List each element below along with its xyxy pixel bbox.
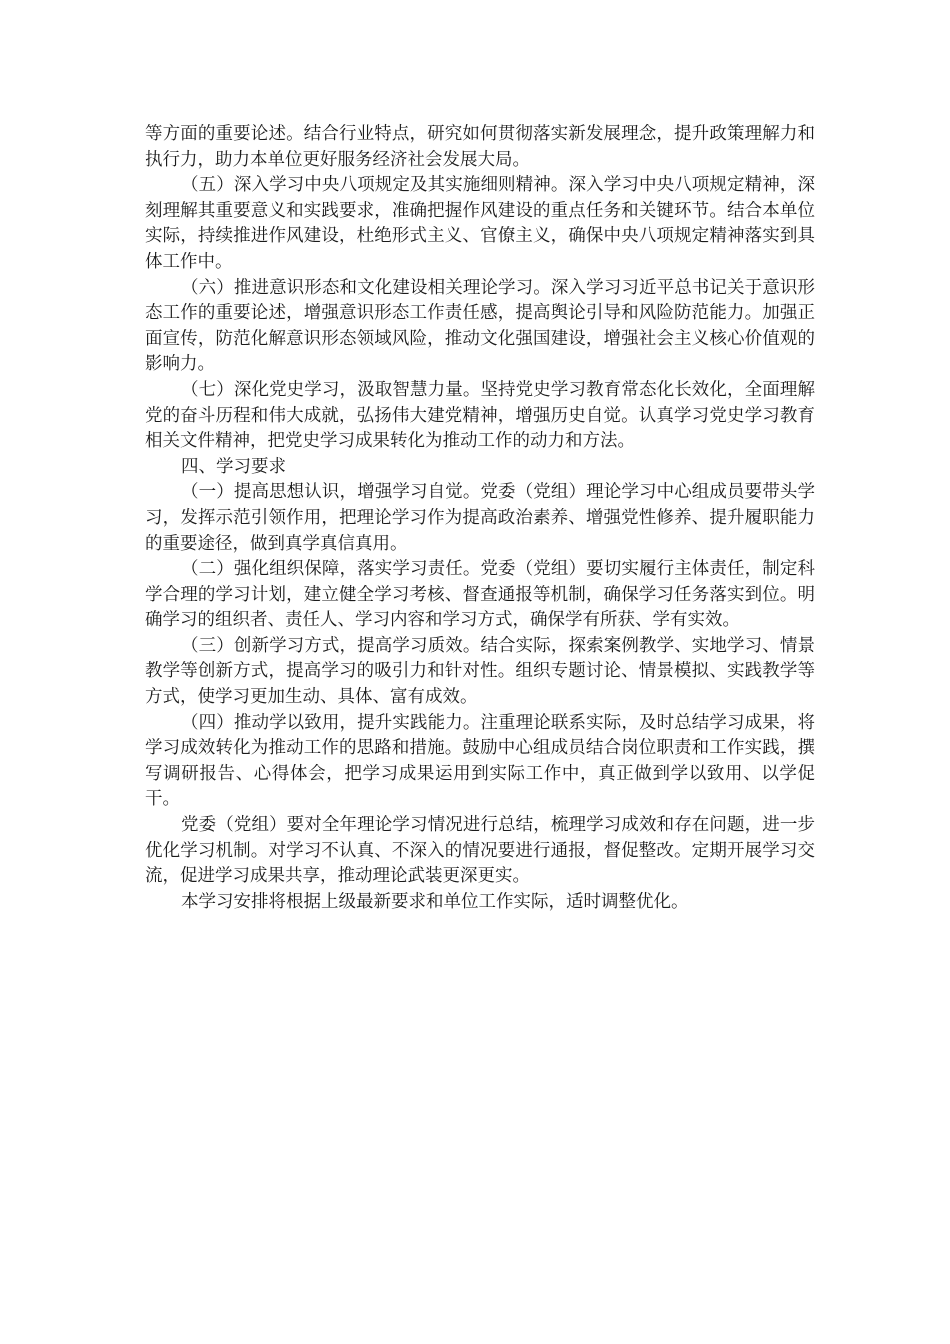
paragraph-item-5: （五）深入学习中央八项规定及其实施细则精神。深入学习中央八项规定精神，深刻理解其重要意义和实践要求，准确把握作风建设的重点任务和关键环节。结合本单位实际，持续推进作风建设，杜绝形式主义、官僚主义，确保中央八项规定精神落实到具体工作中。	[145, 175, 815, 272]
closing-paragraph: 本学习安排将根据上级最新要求和单位工作实际，适时调整优化。	[181, 891, 689, 912]
section-heading-requirements: 四、学习要求	[181, 456, 286, 477]
paragraph-item-6: （六）推进意识形态和文化建设相关理论学习。深入学习习近平总书记关于意识形态工作的重要论述，增强意识形态工作责任感，提高舆论引导和风险防范能力。加强正面宣传，防范化解意识形态领域风险，推动文化强国建设，增强社会主义核心价值观的影响力。	[145, 277, 815, 375]
paragraph-continuation: 等方面的重要论述。结合行业特点，研究如何贯彻落实新发展理念，提升政策理解力和执行力，助力本单位更好服务经济社会发展大局。	[145, 124, 815, 170]
paragraph-item-7: （七）深化党史学习，汲取智慧力量。坚持党史学习教育常态化长效化，全面理解党的奋斗历程和伟大成就，弘扬伟大建党精神，增强历史自觉。认真学习党史学习教育相关文件精神，把党史学习成果转化为推动工作的动力和方法。	[145, 379, 815, 452]
document-body	[145, 122, 815, 915]
requirement-item-2: （二）强化组织保障，落实学习责任。党委（党组）要切实履行主体责任，制定科学合理的学习计划，建立健全学习考核、督查通报等机制，确保学习任务落实到位。明确学习的组织者、责任人、学习内容和学习方式，确保学有所获、学有实效。	[145, 559, 815, 631]
summary-paragraph: 党委（党组）要对全年理论学习情况进行总结，梳理学习成效和存在问题，进一步优化学习机制。对学习不认真、不深入的情况要进行通报，督促整改。定期开展学习交流，促进学习成果共享，推动理论武装更深更实。	[145, 815, 815, 887]
requirement-item-4: （四）推动学以致用，提升实践能力。注重理论联系实际，及时总结学习成果，将学习成效转化为推动工作的思路和措施。鼓励中心组成员结合岗位职责和工作实践，撰写调研报告、心得体会，把学习成果运用到实际工作中，真正做到学以致用、以学促干。	[145, 712, 815, 810]
requirement-item-1: （一）提高思想认识，增强学习自觉。党委（党组）理论学习中心组成员要带头学习，发挥示范引领作用，把理论学习作为提高政治素养、增强党性修养、提升履职能力的重要途径，做到真学真信真用。	[145, 482, 815, 554]
requirement-item-3: （三）创新学习方式，提高学习质效。结合实际，探索案例教学、实地学习、情景教学等创新方式，提高学习的吸引力和针对性。组织专题讨论、情景模拟、实践教学等方式，使学习更加生动、具体、富有成效。	[145, 635, 815, 708]
